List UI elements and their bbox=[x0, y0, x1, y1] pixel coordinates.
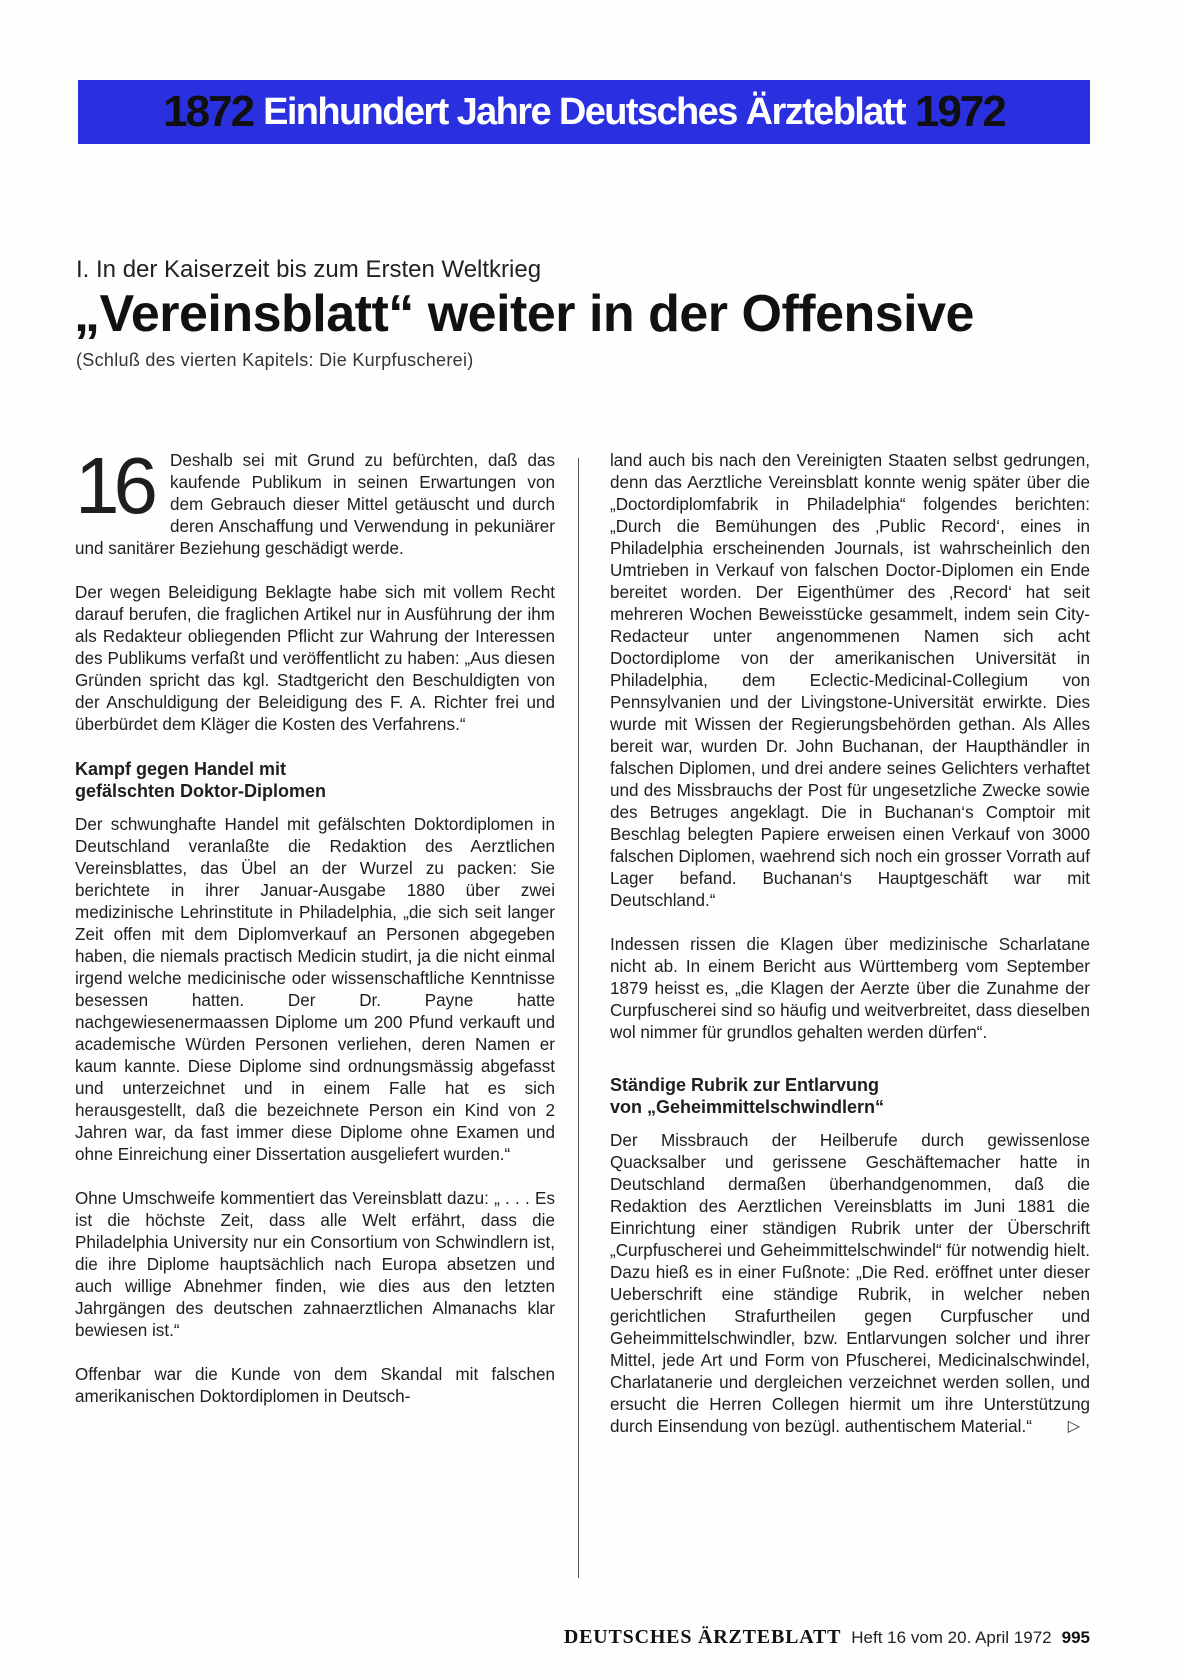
article-column-right bbox=[610, 450, 1090, 1438]
paragraph bbox=[610, 1130, 1090, 1438]
paragraph: Offenbar war die Kunde von dem Skandal mit falschen amerikanischen Doktordiplomen in Deutsch- bbox=[75, 1365, 555, 1406]
section-heading-line: gefälschten Doktor-Diplomen bbox=[75, 781, 327, 801]
section-heading-line: von „Geheimmittelschwindlern“ bbox=[610, 1097, 885, 1117]
banner-year-start: 1872 bbox=[163, 87, 254, 136]
page-number: 995 bbox=[1061, 1628, 1090, 1647]
article-kicker: I. In der Kaiserzeit bis zum Ersten Weltkrieg bbox=[76, 256, 542, 283]
section-heading bbox=[75, 758, 555, 802]
issue-info: Heft 16 vom 20. April 1972 bbox=[851, 1628, 1052, 1647]
magazine-name: DEUTSCHES ÄRZTEBLATT bbox=[563, 1626, 842, 1648]
section-heading bbox=[610, 1074, 1090, 1118]
chapter-number: 16 bbox=[75, 441, 152, 530]
banner-title: Einhundert Jahre Deutsches Ärzteblatt bbox=[263, 90, 905, 133]
article-headline: „Vereinsblatt“ weiter in der Offensive bbox=[74, 285, 974, 343]
page-footer bbox=[564, 1626, 1090, 1649]
column-divider bbox=[578, 458, 579, 1578]
paragraph: Der wegen Beleidigung Beklagte habe sich mit vollem Recht darauf berufen, die fraglichen Artikel nur in Ausführung der ihm als Redakteur obliegenden Pflicht zur Wahrung der Interessen des Publikums verfaßt und veröffentlicht zu haben: „Aus diesen Gründen spricht das kgl. Stadtgericht den Beschuldigten von der Anschuldigung der Beleidigung des F. A. Richter frei und überbürdet dem Kläger die Kosten des Verfahrens.“ bbox=[75, 583, 555, 734]
section-heading-line: Ständige Rubrik zur Entlarvung bbox=[610, 1075, 880, 1095]
continue-arrow-icon: ▷ bbox=[1067, 1418, 1080, 1435]
anniversary-banner bbox=[78, 80, 1090, 144]
paragraph: Ohne Umschweife kommentiert das Vereinsblatt dazu: „ . . . Es ist die höchste Zeit, dass alle Welt erfährt, dass die Philadelphia University nur ein Consortium von Schwindlern ist, die ihre Diplome hauptsächlich nach Europa absetzen und auch willige Abnehmer finden, wie dies aus den letzten Jahrgängen des deutschen zahnaerztlichen Almanachs klar bewiesen ist.“ bbox=[75, 1189, 555, 1340]
article-column-left bbox=[75, 441, 555, 1408]
article-subhead: (Schluß des vierten Kapitels: Die Kurpfuscherei) bbox=[76, 350, 474, 370]
paragraph bbox=[75, 441, 555, 560]
section-heading-line: Kampf gegen Handel mit bbox=[75, 759, 287, 779]
paragraph: Der schwunghafte Handel mit gefälschten Doktordiplomen in Deutschland veranlaßte die Redaktion des Aerztlichen Vereinsblattes, das Übel an der Wurzel zu packen: Sie berichtete in ihrer Januar-Ausgabe 1880 über zwei medizinische Lehrinstitute in Philadelphia, „die sich seit langer Zeit offen mit dem Diplomverkauf an Personen abgegeben haben, die niemals practisch Medicin studirt, ja die nicht einmal irgend welche medicinische oder wissenschaftliche Kenntnisse besessen hatten. Der Dr. Payne hatte nachgewiesenermaassen Diplome um 200 Pfund verkauft und academische Würden Personen verliehen, deren Namen er kaum kannte. Diese Diplome sind ordnungsmässig abgefasst und unterzeichnet und in einem Falle hat es sich herausgestellt, daß die bezeichnete Person ein Kind von 2 Jahren war, da fast immer diese Diplome ohne Examen und ohne Einreichung einer Dissertation ausgeliefert wurden.“ bbox=[75, 815, 555, 1164]
paragraph: Indessen rissen die Klagen über medizinische Scharlatane nicht ab. In einem Bericht aus Württemberg vom September 1879 heisst es, „die Klagen der Aerzte über die Zunahme der Curpfuscherei sind so häufig und weitverbreitet, dass dieselben wol nimmer für grundlos gehalten werden dürfen“. bbox=[610, 935, 1090, 1042]
paragraph: land auch bis nach den Vereinigten Staaten selbst gedrungen, denn das Aerztliche Vereinsblatt konnte wenig später über die „Doctordiplomfabrik in Philadelphia“ folgendes berichten: „Durch die Bemühungen des ‚Public Record‘, eines in Philadelphia erscheinenden Journals, ist wahrscheinlich den Umtrieben in Verkauf von falschen Doctor-Diplomen ein Ende bereitet worden. Der Eigenthümer des ‚Record‘ hat seit mehreren Wochen Beweisstücke gesammelt, indem sein City-Redacteur unter angenommenen Namen sich acht Doctordiplome von der amerikanischen Universität in Philadelphia, dem Eclectic-Medicinal-Collegium von Pennsylvanien und der Livingstone-Universität erwirkte. Dies wurde mit Wissen der Regierungsbehörden gethan. Als Alles bereit war, wurden Dr. John Buchanan, der Haupthändler in falschen Diplomen, und drei andere seines Gelichters verhaftet und des Missbrauchs der Post für ungesetzliche Zwecke sowie des Betruges angeklagt. Die in Buchanan‘s Comptoir mit Beschlag belegten Papiere erweisen einen Verkauf von 3000 falschen Diplomen, waehrend sich noch ein grosser Vorrath auf Lager befand. Buchanan‘s Hauptgeschäft war mit Deutschland.“ bbox=[610, 451, 1090, 910]
banner-year-end: 1972 bbox=[914, 87, 1005, 136]
paragraph-text: Deshalb sei mit Grund zu befürchten, daß das kaufende Publikum in seinen Erwartungen von dem Gebrauch dieser Mittel getäuscht und durch deren Anschaffung und Verwendung in pekuniärer und sanitärer Beziehung geschädigt werde. bbox=[75, 451, 555, 558]
paragraph-text: Der Missbrauch der Heilberufe durch gewissenlose Quacksalber und gerissene Geschäftemacher hatte in Deutschland dermaßen überhandgenommen, daß die Redaktion des Aerztlichen Vereinsblatts im Juni 1881 die Einrichtung einer ständigen Rubrik unter der Überschrift „Curpfuscherei und Geheimmittelschwindel“ für notwendig hielt. Dazu hieß es in einer Fußnote: „Die Red. eröffnet unter dieser Ueberschrift eine ständige Rubrik, in welcher neben gerichtlichen Strafurtheilen gegen Curpfuscher und Geheimmittelschwindler, bzw. Entlarvungen solcher und ihrer Mittel, jede Art und Form von Pfuscherei, Medicinalschwindel, Charlatanerie und dergleichen verzeichnet werden sollen, und ersucht die Herren Collegen hiermit um ihre Unterstützung durch Einsendung von bezügl. authentischem Material.“ bbox=[610, 1131, 1090, 1436]
